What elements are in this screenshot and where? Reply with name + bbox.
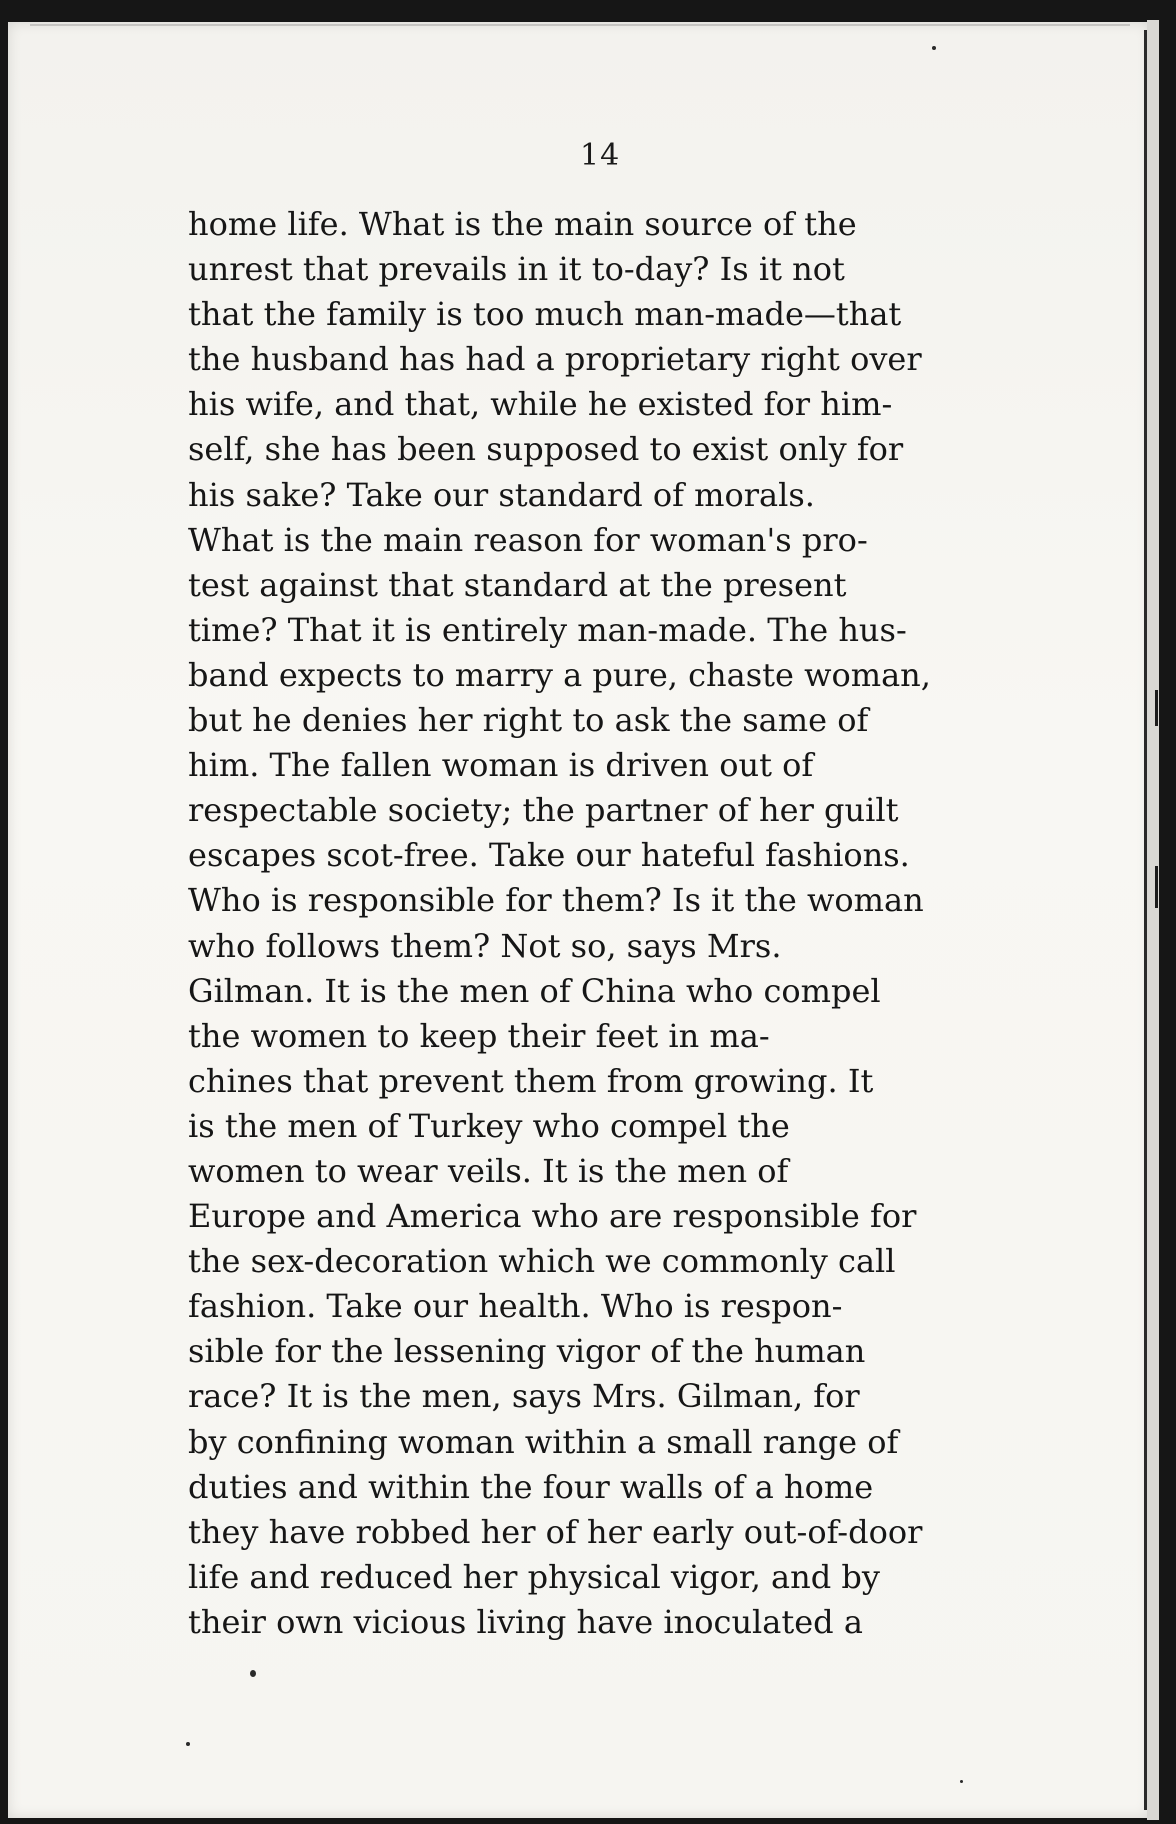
ink-speck (186, 1742, 190, 1746)
ink-speck (932, 46, 936, 50)
text-line: self, she has been supposed to exist only for (188, 430, 904, 469)
binding-mark (1155, 866, 1158, 908)
text-line: him. The fallen woman is driven out of (188, 746, 814, 785)
ink-speck (960, 1780, 963, 1783)
text-line: band expects to marry a pure, chaste woman, (188, 655, 931, 694)
adjacent-page-edge (1147, 20, 1159, 1820)
text-line: sible for the lessening vigor of the human (188, 1332, 866, 1371)
text-line: respectable society; the partner of her guilt (188, 791, 899, 830)
page-fold-line (1144, 30, 1147, 1810)
page-top-edge (30, 24, 1130, 26)
ink-speck (250, 1670, 256, 1677)
text-line: chines that prevent them from growing. It (188, 1061, 874, 1100)
text-line: home life. What is the main source of the (188, 205, 857, 243)
text-line: is the men of Turkey who compel the (188, 1106, 790, 1145)
text-line: time? That it is entirely man-made. The hus- (188, 610, 907, 649)
binding-mark (1155, 690, 1158, 726)
text-line: but he denies her right to ask the same of (188, 701, 869, 740)
text-line: life and reduced her physical vigor, and by (188, 1557, 880, 1596)
text-line: by confining woman within a small range of (188, 1422, 899, 1461)
text-line: race? It is the men, says Mrs. Gilman, for (188, 1377, 860, 1416)
text-line: unrest that prevails in it to-day? Is it not (188, 250, 845, 289)
text-line: women to wear veils. It is the men of (188, 1151, 789, 1190)
text-line: Europe and America who are responsible for (188, 1197, 917, 1236)
text-line: duties and within the four walls of a home (188, 1467, 874, 1506)
text-line: that the family is too much man-made—that (188, 295, 902, 334)
text-line: Who is responsible for them? Is it the woman (188, 881, 924, 920)
text-line: their own vicious living have inoculated a (188, 1602, 863, 1641)
text-line: who follows them? Not so, says Mrs. (188, 926, 782, 965)
text-line: his sake? Take our standard of morals. (188, 475, 815, 514)
text-line: the women to keep their feet in ma- (188, 1016, 770, 1055)
text-line: Gilman. It is the men of China who compel (188, 971, 881, 1010)
text-line: the sex-decoration which we commonly call (188, 1242, 896, 1281)
text-line: escapes scot-free. Take our hateful fashions. (188, 836, 910, 875)
text-line: they have robbed her of her early out-of-door (188, 1512, 923, 1551)
body-text (188, 202, 1030, 1645)
text-line: the husband has had a proprietary right over (188, 340, 922, 379)
text-line: his wife, and that, while he existed for him- (188, 385, 893, 424)
text-line: test against that standard at the present (188, 565, 847, 604)
page-number: 14 (580, 138, 621, 173)
text-line: fashion. Take our health. Who is respon- (188, 1287, 843, 1326)
text-line: What is the main reason for woman's pro- (188, 520, 868, 559)
